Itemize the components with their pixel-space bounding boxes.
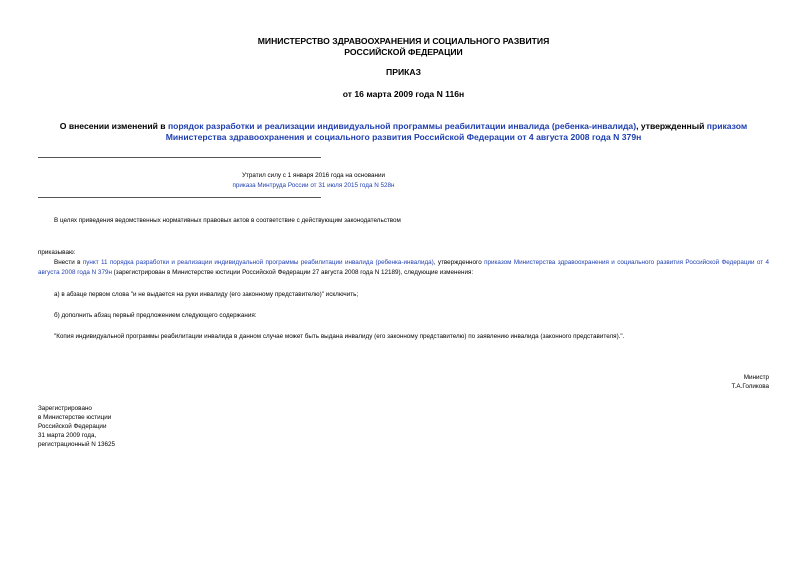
ministry-header (0, 36, 807, 58)
signature-position: Министр (743, 374, 769, 381)
registration-line-5: регистрационный N 13625 (38, 441, 116, 448)
p1-suffix: (зарегистрирован в Министерстве юстиции Российской Федерации 27 августа 2008 года N 12189), следующие изменения: (111, 268, 474, 276)
registration-block (38, 404, 115, 449)
p1-prefix: Внести в (54, 259, 83, 266)
registration-line-2: в Министерстве юстиции (38, 414, 112, 421)
status-note (38, 171, 589, 191)
p1-link-order-379n[interactable]: приказом Министерства здравоохранения и социального развития Российской Федерации от 4 августа 2008 года N 379н (38, 259, 769, 276)
title-middle: , утвержденный (636, 121, 707, 131)
divider-top (38, 157, 321, 158)
ministry-line-1: МИНИСТЕРСТВО ЗДРАВООХРАНЕНИЯ И СОЦИАЛЬНОГО РАЗВИТИЯ (257, 36, 550, 46)
signature-name: Т.А.Голикова (731, 383, 769, 390)
registration-line-1: Зарегистрировано (38, 405, 92, 412)
doc-type: ПРИКАЗ (386, 67, 421, 77)
signature-block (732, 373, 770, 391)
paragraph-1 (38, 258, 769, 277)
registration-line-4: 31 марта 2009 года, (38, 432, 97, 439)
status-note-text: Утратил силу с 1 января 2016 года на основании (241, 172, 386, 179)
order-word: приказываю: (38, 249, 76, 256)
doc-title (38, 121, 769, 143)
title-prefix: О внесении изменений в (59, 121, 168, 131)
ministry-line-2: РОССИЙСКОЙ ФЕДЕРАЦИИ (344, 47, 463, 57)
quote-text: "Копия индивидуальной программы реабилитации инвалида в данном случае может быть выдана инвалиду (его законному представителю) по заявлению инвалида (законного представителя).". (54, 333, 625, 340)
item-b: б) дополнить абзац первый предложением следующего содержания: (54, 312, 257, 319)
divider-bottom (38, 197, 321, 198)
p1-link-clause-11[interactable]: пункт 11 порядка разработки и реализации индивидуальной программы реабилитации инвалида (ребенка-инвалида) (82, 259, 434, 266)
doc-date: от 16 марта 2009 года N 116н (342, 89, 465, 99)
preamble: В целях приведения ведомственных нормативных правовых актов в соответствие с действующим законодательством (54, 217, 401, 224)
title-link-order-379n[interactable]: приказом Министерства здравоохранения и социального развития Российской Федерации от 4 августа 2008 года N 379н (165, 121, 748, 142)
item-a: а) в абзаце первом слова "и не выдается на руки инвалиду (его законному представителю)" исключить; (54, 291, 359, 298)
status-note-link[interactable]: приказа Минтруда России от 31 июля 2015 года N 528н (232, 182, 395, 189)
registration-line-3: Российской Федерации (38, 423, 107, 430)
p1-mid: , утвержденного (433, 259, 485, 266)
title-link-procedure[interactable]: порядок разработки и реализации индивидуальной программы реабилитации инвалида (ребенка-инвалида) (167, 121, 637, 131)
